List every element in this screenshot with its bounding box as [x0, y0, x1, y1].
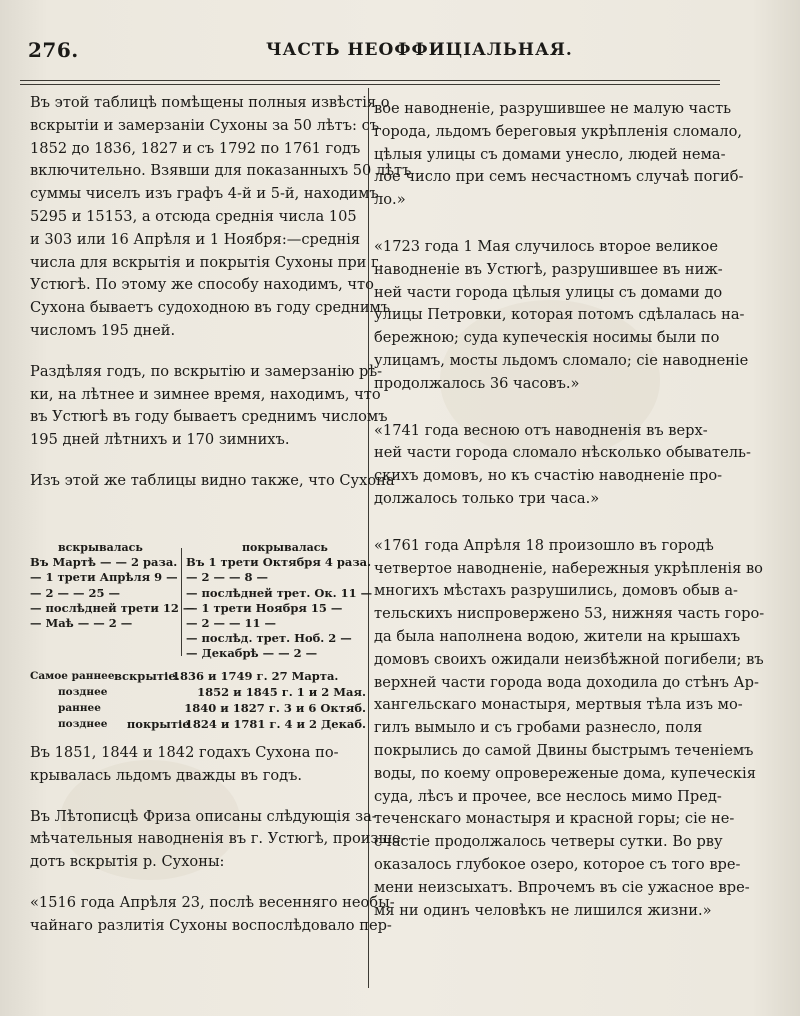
spacer	[30, 452, 360, 470]
page-number: 276.	[28, 38, 79, 62]
row-value: 1840 и 1827 г. 3 и 6 Октяб.	[184, 701, 366, 715]
table-row: — 2 — — 8 —	[186, 570, 269, 585]
spacer	[374, 511, 736, 535]
freeze-table	[30, 540, 373, 661]
page-header	[28, 38, 728, 68]
table-row: — 1 трети Ноября 15 —	[186, 600, 343, 615]
text-line: вое наводненіе, разрушившее не малую часть	[374, 100, 732, 117]
text-line: числа для вскрытія и покрытія Сухоны при г.	[30, 253, 384, 271]
paragraph	[374, 98, 744, 212]
row-label: позднее	[58, 686, 108, 698]
left-column	[30, 92, 412, 493]
text-line: наводненіе въ Устюгѣ, разрушившее въ ниж-	[374, 260, 723, 278]
text-line: числомъ 195 дней.	[30, 321, 176, 339]
table-row: Въ 1 трети Октября 4 раза.	[186, 555, 372, 570]
text-line: скихъ домовъ, но къ счастію наводненіе про-	[374, 467, 723, 485]
text-line: оказалось глубокое озеро, которое съ того вре-	[374, 855, 741, 873]
text-line: Въ Лѣтописцѣ Фриза описаны слѣдующія за-	[30, 807, 377, 825]
text-line: и 303 или 16 Апрѣля и 1 Ноября:—среднія	[30, 230, 361, 248]
text-line: 195 дней лѣтнихъ и 170 зимнихъ.	[30, 431, 290, 449]
paragraph	[374, 535, 765, 923]
text-line: тельскихъ ниспровержено 53, нижняя часть горо-	[374, 605, 765, 623]
paragraph	[30, 892, 395, 938]
row-kind	[133, 700, 185, 716]
row-kind	[140, 684, 197, 700]
text-line: домовъ своихъ ожидали неизбѣжной погибели; въ	[374, 650, 764, 668]
text-line: ло.»	[374, 191, 406, 209]
table-row	[30, 684, 366, 700]
text-line: города, льдомъ береговыя укрѣпленія сломало,	[374, 122, 743, 140]
text-line: ней части города сломало нѣсколько обыватель-	[374, 444, 751, 462]
paragraph	[374, 420, 751, 511]
table-row: — Маѣ — — 2 —	[30, 616, 133, 631]
text-line: должалось только три часа.»	[374, 489, 600, 507]
row-label: позднее	[58, 718, 108, 730]
header-rule	[20, 84, 720, 85]
opening-column	[30, 540, 195, 631]
text-line: «1516 года Апрѣля 23, послѣ весенняго необы-	[30, 893, 395, 911]
text-line: мѣчательныя наводненія въ г. Устюгѣ, произше-	[30, 830, 406, 848]
left-column-bottom	[30, 742, 406, 938]
text-line: чайнаго разлитія Сухоны воспослѣдовало пер-	[30, 916, 392, 934]
text-line: бережною; суда купеческія носимы были по	[374, 329, 720, 347]
text-line: да была наполнена водою, жители на крышахъ	[374, 627, 741, 645]
column-divider	[368, 88, 369, 988]
text-line: суммы чиселъ изъ графъ 4-й и 5-й, находимъ	[30, 185, 379, 203]
row-kind: вскрытіе.	[114, 669, 180, 683]
extremes-table	[30, 668, 366, 732]
header-rule	[20, 80, 720, 81]
text-line: мя ни одинъ человѣкъ не лишился жизни.»	[374, 901, 712, 919]
text-line: четвертое наводненіе, набережныя укрѣпленія во	[374, 559, 763, 577]
text-line: мени неизсыхатъ. Впрочемъ въ сіе ужасное вре-	[374, 878, 750, 896]
table-row	[30, 716, 366, 732]
text-line: «1761 года Апрѣля 18 произошло въ городѣ	[374, 536, 714, 554]
table-row: — 2 — — 25 —	[30, 585, 121, 600]
text-line: «1741 года весною отъ наводненія въ верх-	[374, 421, 708, 439]
text-line: включительно. Взявши для показанныхъ 50 лѣтъ	[30, 162, 412, 180]
table-row: — послѣдней трети 12 —	[30, 600, 195, 615]
table-row: — 1 трети Апрѣля 9 —	[30, 570, 178, 585]
text-line: покрылись до самой Двины быстрымъ теченіемъ	[374, 741, 754, 759]
paragraph	[30, 470, 395, 493]
text-line: Раздѣляя годъ, по вскрытію и замерзанію рѣ-	[30, 362, 383, 380]
table-row	[30, 668, 366, 684]
text-line: продолжалось 36 часовъ.»	[374, 374, 580, 392]
paragraph	[30, 742, 360, 788]
paragraph	[30, 361, 388, 452]
table-row: — Декабрѣ — — 2 —	[186, 646, 318, 661]
table-row: — послѣд. трет. Ноб. 2 —	[186, 631, 352, 646]
text-line: Изъ этой же таблицы видно также, что Сухона	[30, 471, 395, 489]
text-line: въ Устюгѣ въ году бываетъ среднимъ числомъ	[30, 408, 388, 426]
text-line: многихъ мѣстахъ разрушились, домовъ обыв а-	[374, 582, 738, 600]
text-line: гилъ вымыло и съ гробами разнесло, поля	[374, 719, 703, 737]
text-line: суда, лѣсъ и прочее, все неслось мимо Пред-	[374, 787, 722, 805]
text-line: Сухона бываетъ судоходною въ году среднимъ	[30, 299, 391, 317]
freezing-header: покрывалась	[242, 541, 328, 554]
spacer	[374, 212, 736, 236]
row-label: раннее	[58, 702, 101, 714]
text-line: ней части города цѣлыя улицы съ домами до	[374, 283, 723, 301]
row-value: 1824 и 1781 г. 4 и 2 Декаб.	[184, 717, 366, 731]
text-line: вскрытіи и замерзаніи Сухоны за 50 лѣтъ: съ	[30, 116, 380, 134]
text-line: 1852 до 1836, 1827 и съ 1792 по 1761 годъ	[30, 139, 361, 157]
paragraph	[30, 806, 406, 874]
text-line: улицы Петровки, которая потомъ сдѣлалась на-	[374, 306, 745, 324]
text-line: Въ этой таблицѣ помѣщены полныя извѣстія о	[30, 94, 390, 111]
table-row: — 2 — — 11 —	[186, 616, 277, 631]
spacer	[30, 788, 360, 806]
text-line: ки, на лѣтнее и зимнее время, находимъ, что	[30, 385, 381, 403]
row-value: 1836 и 1749 г. 27 Марта.	[172, 669, 339, 683]
text-line: цѣлыя улицы съ домами унесло, людей нема-	[374, 145, 726, 163]
text-line: 5295 и 15153, а отсюда среднія числа 105	[30, 207, 357, 225]
row-label: Самое раннее	[30, 670, 115, 682]
running-title: ЧАСТЬ НЕОФФИЦІАЛЬНАЯ.	[266, 40, 573, 60]
text-line: счастіе продолжалось четверы сутки. Во рву	[374, 833, 723, 851]
row-kind: покрытіе	[126, 717, 190, 731]
text-line: улицамъ, мосты льдомъ сломало; сіе наводненіе	[374, 351, 749, 369]
text-line: лое число при семъ несчастномъ случаѣ погиб-	[374, 168, 744, 186]
paragraph	[374, 236, 749, 396]
paragraph	[30, 92, 412, 343]
row-value: 1852 и 1845 г. 1 и 2 Мая.	[197, 685, 366, 699]
opening-header: вскрывалась	[58, 541, 143, 554]
text-line: «1723 года 1 Мая случилось второе великое	[374, 237, 718, 255]
spacer	[30, 343, 360, 361]
table-row: Въ Мартѣ — — 2 раза.	[30, 555, 178, 570]
text-line: дотъ вскрытія р. Сухоны:	[30, 853, 225, 871]
right-column	[374, 98, 765, 922]
spacer	[30, 874, 360, 892]
text-line: хангельскаго монастыря, мертвыя тѣла изъ мо-	[374, 696, 743, 714]
text-line: крывалась льдомъ дважды въ годъ.	[30, 766, 303, 784]
text-line: воды, по коему опровереженые дома, купеческія	[374, 764, 756, 782]
spacer	[374, 396, 736, 420]
text-line: теченскаго монастыря и красной горы; сіе не-	[374, 810, 735, 828]
text-line: верхней части города вода доходила до стѣнъ Ар-	[374, 673, 759, 691]
freezing-column	[186, 540, 373, 662]
text-line: Устюгѣ. По этому же способу находимъ, что	[30, 276, 374, 294]
text-line: Въ 1851, 1844 и 1842 годахъ Сухона по-	[30, 744, 339, 761]
table-row: — послѣдней трет. Ок. 11 —	[186, 585, 373, 600]
table-row	[30, 700, 366, 716]
